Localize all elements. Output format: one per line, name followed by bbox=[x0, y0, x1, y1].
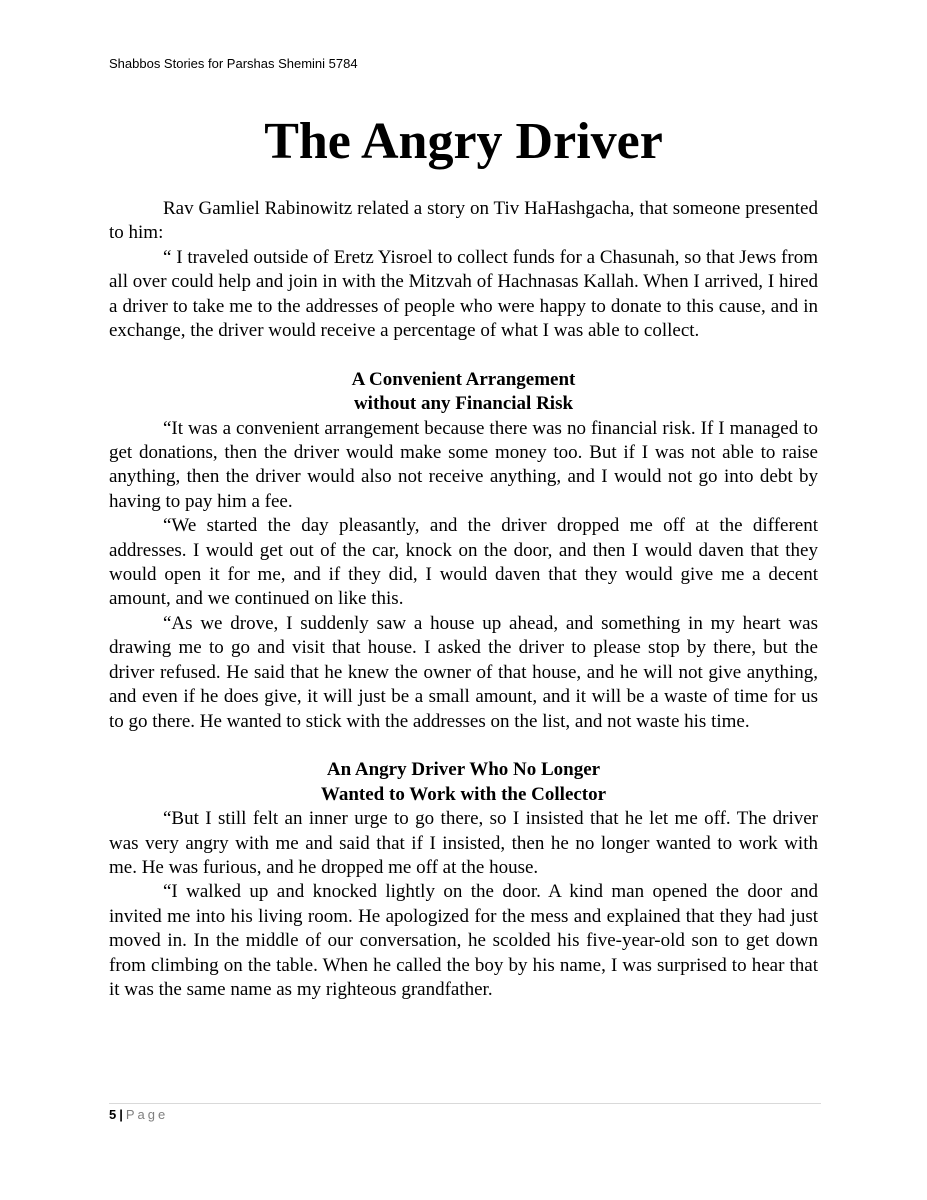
page-title: The Angry Driver bbox=[264, 113, 663, 170]
page-header: Shabbos Stories for Parshas Shemini 5784 bbox=[109, 56, 358, 71]
section-heading-1 bbox=[109, 368, 818, 417]
section1-paragraph-1: “It was a convenient arrangement because there was no financial risk. If I managed to get donations, then the driver would make some money too. But if I was not able to raise anything, then the driver would also not receive anything, and I would not go into debt by having to pay him a fee. bbox=[109, 417, 818, 512]
page-footer bbox=[109, 1107, 168, 1122]
section-heading-1-line-1: A Convenient Arrangement bbox=[351, 368, 576, 390]
page-label: Page bbox=[125, 1107, 169, 1122]
intro-paragraph-1: Rav Gamliel Rabinowitz related a story on Tiv HaHashgacha, that someone presented to him: bbox=[109, 198, 818, 244]
section-heading-2 bbox=[109, 758, 818, 807]
section-heading-2-line-2: Wanted to Work with the Collector bbox=[320, 783, 607, 805]
footer-divider bbox=[109, 1103, 821, 1104]
section-heading-1-line-2: without any Financial Risk bbox=[353, 393, 574, 415]
section2-paragraph-2: “I walked up and knocked lightly on the door. A kind man opened the door and invited me into his living room. He apologized for the mess and explained that they had just moved in. In the middle of our conversation, he scolded his five-year-old son to get down from climbing on the table. When he called the boy by his name, I was surprised to hear that it was the same name as my righteous grandfather. bbox=[109, 881, 818, 1000]
intro-paragraph-2: “ I traveled outside of Eretz Yisroel to collect funds for a Chasunah, so that Jews from all over could help and join in with the Mitzvah of Hachnasas Kallah. When I arrived, I hired a driver to take me to the addresses of people who were happy to donate to this cause, and in exchange, the driver would receive a percentage of what I was able to collect. bbox=[109, 246, 818, 342]
page-number: 5 bbox=[109, 1107, 117, 1122]
section1-paragraph-3: “As we drove, I suddenly saw a house up ahead, and something in my heart was drawing me to go and visit that house. I asked the driver to please stop by there, but the driver refused. He said that he knew the owner of that house, and he will not give anything, and even if he does give, it will just be a small amount, and it will be a waste of time for us to go there. He wanted to stick with the addresses on the list, and not waste his time. bbox=[109, 612, 818, 732]
section2-paragraph-1: “But I still felt an inner urge to go there, so I insisted that he let me off. The driver was very angry with me and said that if I insisted, then he no longer wanted to work with me. He was furious, and he dropped me off at the house. bbox=[109, 808, 818, 878]
section-heading-2-line-1: An Angry Driver Who No Longer bbox=[326, 759, 601, 781]
article-body bbox=[109, 197, 818, 1002]
footer-separator: | bbox=[119, 1107, 123, 1122]
section1-paragraph-2: “We started the day pleasantly, and the driver dropped me off at the different addresses. I would get out of the car, knock on the door, and then I would daven that they would open it for me, and if they did, I would daven that they would give me a decent amount, and we continued on like this. bbox=[109, 515, 818, 610]
